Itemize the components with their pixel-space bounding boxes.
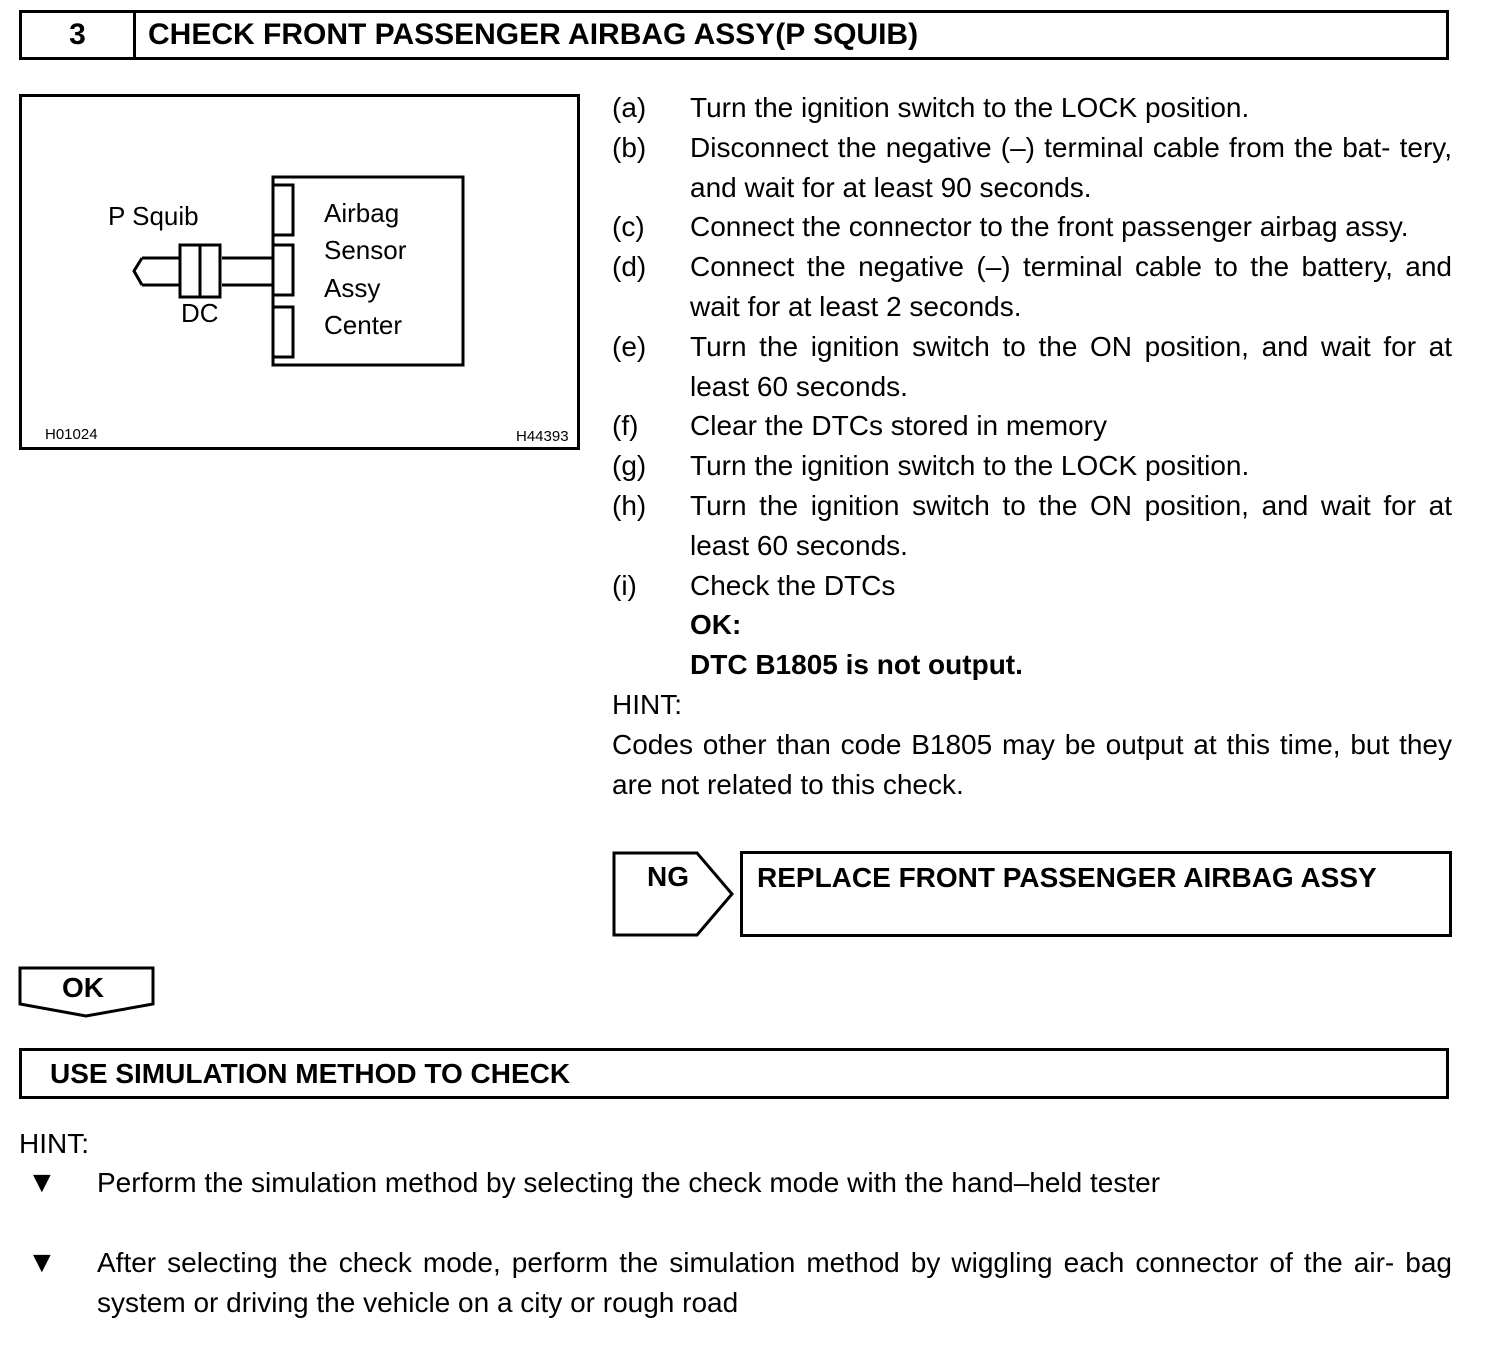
step-text: Turn the ignition switch to the LOCK position. bbox=[690, 92, 1250, 123]
step-row bbox=[612, 88, 1452, 128]
bullet-item bbox=[19, 1243, 1452, 1323]
ng-branch bbox=[612, 851, 1452, 937]
ecu-pin-bottom bbox=[273, 307, 293, 357]
triangle-down-icon: ▼ bbox=[27, 1246, 57, 1279]
ecu-pin-middle bbox=[273, 245, 293, 295]
bullet-text: After selecting the check mode, perform the simulation method by wiggling each connector of the air- bag system or driving the vehicle on a city or rough road bbox=[97, 1247, 1452, 1318]
wiring-diagram bbox=[22, 97, 577, 447]
step-header bbox=[19, 10, 1449, 60]
step-row bbox=[612, 327, 1452, 407]
p-squib-label: P Squib bbox=[108, 201, 199, 231]
step-row bbox=[612, 566, 1452, 606]
step-text: Turn the ignition switch to the ON position, and wait for at least 60 seconds. bbox=[690, 489, 1452, 561]
bullet-item bbox=[19, 1163, 1452, 1203]
step-row bbox=[612, 486, 1452, 566]
step-row bbox=[612, 128, 1452, 208]
figure-code-left: H01024 bbox=[45, 426, 98, 443]
hint-text: Codes other than code B1805 may be output at this time, but they are not related to this check. bbox=[612, 728, 1452, 800]
hint-label: HINT: bbox=[612, 688, 682, 720]
step-row bbox=[612, 406, 1452, 446]
ng-action: REPLACE FRONT PASSENGER AIRBAG ASSY bbox=[740, 851, 1452, 937]
step-label: (e) bbox=[612, 330, 647, 362]
step-label: (g) bbox=[612, 450, 647, 482]
dc-connector-left bbox=[180, 245, 200, 297]
procedure-steps bbox=[612, 88, 1452, 804]
section-header: USE SIMULATION METHOD TO CHECK bbox=[19, 1048, 1449, 1099]
step-label: (b) bbox=[612, 131, 647, 163]
step-label: (c) bbox=[612, 211, 645, 243]
bullet-text: Perform the simulation method by selecting the check mode with the hand–held tester bbox=[97, 1167, 1161, 1198]
step-label: (a) bbox=[612, 92, 647, 123]
step-text: Connect the negative (–) terminal cable to the battery, and wait for at least 2 seconds. bbox=[690, 251, 1452, 322]
step-title: CHECK FRONT PASSENGER AIRBAG ASSY(P SQUIB) bbox=[148, 18, 919, 51]
dc-connector-right bbox=[200, 245, 220, 297]
step-text: Check the DTCs bbox=[690, 569, 896, 601]
squib-tip bbox=[134, 258, 142, 285]
hint2-bullets bbox=[19, 1163, 1452, 1363]
step-label: (h) bbox=[612, 489, 647, 521]
ecu-label-line-3: Assy bbox=[324, 273, 381, 303]
step-label: (f) bbox=[612, 410, 639, 442]
step-number: 3 bbox=[22, 13, 136, 57]
ok-result-label: OK: bbox=[690, 609, 742, 641]
wiring-figure bbox=[19, 94, 580, 450]
step-text: Clear the DTCs stored in memory bbox=[690, 410, 1108, 442]
ecu-label-line-1: Airbag bbox=[324, 198, 400, 228]
hint2-label: HINT: bbox=[19, 1128, 89, 1159]
dc-label: DC bbox=[181, 298, 219, 328]
step-row bbox=[612, 207, 1452, 247]
step-text: Turn the ignition switch to the LOCK position. bbox=[690, 450, 1250, 482]
ecu-label-line-2: Sensor bbox=[324, 235, 407, 265]
step-text: Disconnect the negative (–) terminal cable from the bat- tery, and wait for at least 90 seconds. bbox=[690, 131, 1452, 203]
step-row bbox=[612, 446, 1452, 486]
step-label: (i) bbox=[612, 569, 637, 601]
figure-code-right: H44393 bbox=[516, 428, 569, 445]
ng-label: NG bbox=[647, 861, 689, 892]
ecu-label-line-4: Center bbox=[324, 310, 403, 340]
triangle-down-icon: ▼ bbox=[27, 1166, 57, 1199]
ok-arrow-label: OK bbox=[62, 972, 104, 1003]
ecu-pin-top bbox=[273, 185, 293, 235]
step-row bbox=[612, 247, 1452, 327]
step-text: Connect the connector to the front passenger airbag assy. bbox=[690, 211, 1409, 243]
step-label: (d) bbox=[612, 251, 647, 283]
ok-result-text: DTC B1805 is not output. bbox=[690, 649, 1023, 681]
step-text: Turn the ignition switch to the ON position, and wait for at least 60 seconds. bbox=[690, 330, 1452, 402]
